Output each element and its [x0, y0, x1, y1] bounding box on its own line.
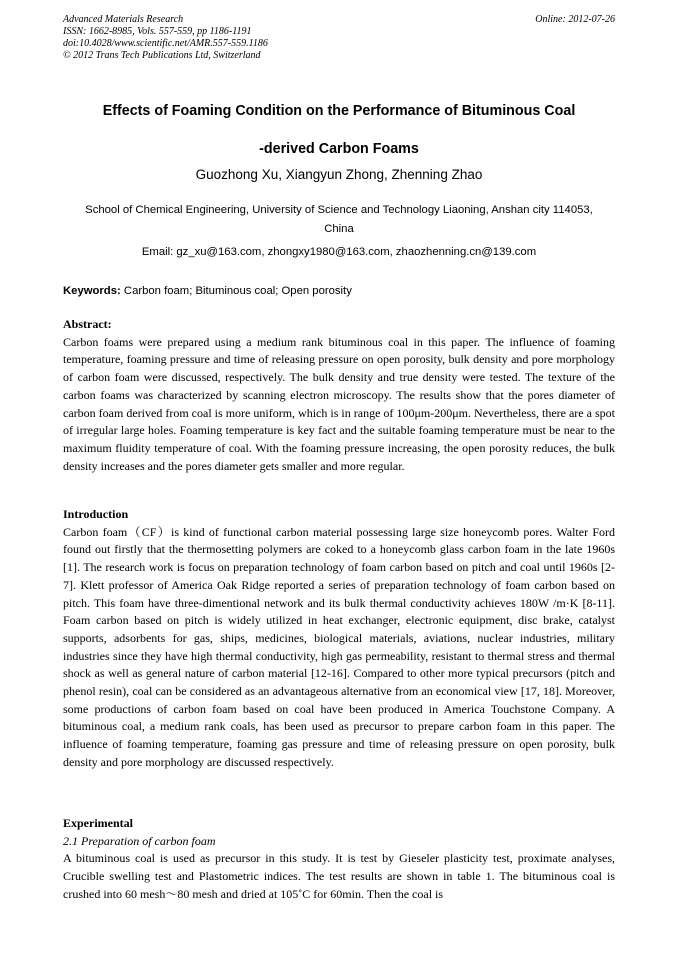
keywords-list: Carbon foam; Bituminous coal; Open porosity [123, 285, 352, 297]
introduction-heading: Introduction [63, 507, 129, 521]
author-emails: Email: gz_xu@163.com, zhongxy1980@163.com, zhaozhenning.cn@139.com [141, 246, 537, 258]
paper-title [40, 92, 638, 168]
journal-issn: ISSN: 1662-8985, Vols. 557-559, pp 1186-1191 [63, 26, 252, 37]
keywords-label: Keywords: [63, 285, 121, 297]
paper-authors: Guozhong Xu, Xiangyun Zhong, Zhenning Zhao [195, 167, 483, 182]
keywords [63, 282, 615, 301]
author-affiliation: School of Chemical Engineering, University of Science and Technology Liaoning, Anshan city 114053, China [85, 204, 593, 235]
abstract-heading: Abstract: [63, 317, 112, 331]
introduction-section [63, 506, 615, 772]
journal-name: Advanced Materials Research [63, 14, 184, 25]
journal-copyright: © 2012 Trans Tech Publications Ltd, Switzerland [63, 50, 261, 61]
introduction-text: Carbon foam（CF）is kind of functional carbon material possessing large size honeycomb pores. Walter Ford found out firstly that the thermosetting polymers are coked to a honeycomb glass carbon foam in the late 1960s [1]. The research work is focus on preparation technology of foam carbon based on pitch and coal until 1960s [2-7]. Klett professor of America Oak Ridge reported a series of preparation technology of foam carbon based on pitch. This foam have three-dimentional network and its bulk thermal conductivity achieves 180W /m·K [8-11]. Foam carbon based on pitch is widely utilized in heat exchanger, electronic equipment, disc brake, catalyst supports, adsorbents for gas, ships, medicines, biological materials, aviations, nuclear industries, military industries since they have high thermal conductivity, high gas permeability, resistant to thermal stress and thermal shock as well as general nature of carbon material [12-16]. Compared to other more typical precursors (pitch and phenol resin), coal can be considered as an advantageous alternative from an economical view [17, 18]. Moreover, some productions of carbon foam based on coal have been produced in America Touchstone Company. A bituminous coal, a medium rank coals, has been used as precursor to prepare carbon foam in this paper. The influence of foaming temperature, foaming gas pressure and time of releasing pressure on open porosity, bulk density and pore morphology are discussed respectively. [63, 524, 615, 769]
paper-title-line-1: Effects of Foaming Condition on the Performance of Bituminous Coal [102, 103, 576, 119]
abstract-text: Carbon foams were prepared using a medium rank bituminous coal in this paper. The influence of foaming temperature, foaming pressure and time of releasing pressure on open porosity, bulk density and pore morphology of carbon foam were discussed, respectively. The bulk density and true density were tested. The texture of the carbon foams was characterized by scanning electron microscopy. The results show that the pores diameter of carbon foam derived from coal is more uniform, which is in range of 100μm-200μm. Nevertheless, there are a spot of irregular large holes. Foaming temperature is key fact and the suitable foaming temperature must be near to the maximum fluidity temperature of coal. With the foaming pressure increasing, the open porosity reduces, the bulk density increases and the pores diameter gets smaller and more regular. [63, 334, 615, 473]
journal-header [63, 14, 615, 62]
paper-title-line-2: -derived Carbon Foams [259, 141, 419, 157]
experimental-section [63, 815, 615, 904]
experimental-heading: Experimental [63, 816, 133, 830]
abstract-section [63, 316, 615, 475]
journal-doi: doi:10.4028/www.scientific.net/AMR.557-559.1186 [63, 38, 268, 49]
experimental-text: A bituminous coal is used as precursor in this study. It is test by Gieseler plasticity test, proximate analyses, Crucible swelling test and Plastometric indices. The test results are shown in table 1. The bituminous coal is crushed into 60 mesh～80 mesh and dried at 105˚C for 60min. Then the coal is [63, 851, 615, 901]
experimental-subheading: 2.1 Preparation of carbon foam [63, 833, 216, 848]
online-date: Online: 2012-07-26 [535, 14, 615, 25]
